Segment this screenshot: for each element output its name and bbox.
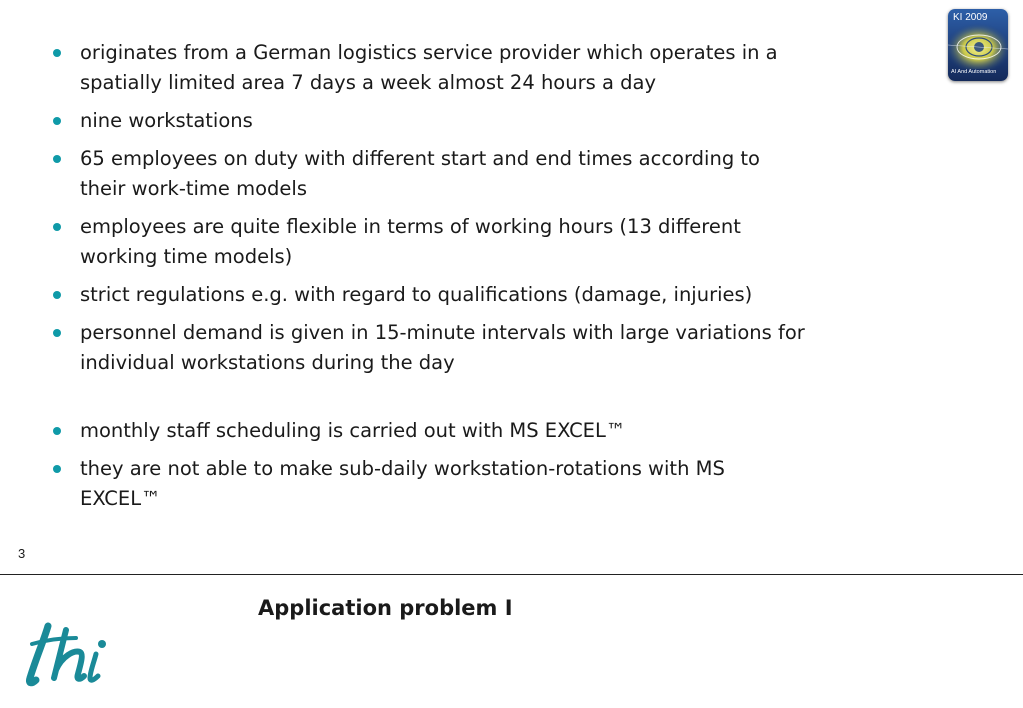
bullet-list [49, 38, 809, 522]
bullet-item [49, 212, 809, 272]
ki2009-badge-logo [948, 9, 1008, 81]
bullet-text: strict regulations e.g. with regard to qualifications (damage, injuries) [80, 283, 753, 306]
bullet-item [49, 280, 809, 310]
badge-subtitle: AI And Automation [951, 69, 997, 75]
bullet-text: they are not able to make sub-daily workstation-rotations with MS EXCEL™ [80, 457, 725, 510]
bullet-text: personnel demand is given in 15-minute intervals with large variations for individual workstations during the day [80, 321, 805, 374]
bullet-text: employees are quite flexible in terms of working hours (13 different working time models) [80, 215, 741, 268]
bullet-item [49, 318, 809, 378]
tu-university-logo-icon [18, 618, 118, 690]
slide-title: Application problem I [258, 596, 513, 620]
bullet-text: nine workstations [80, 109, 253, 132]
bullet-item [49, 106, 809, 136]
bullet-item [49, 38, 809, 98]
bullet-dot-icon [53, 329, 61, 337]
page-number: 3 [18, 546, 26, 561]
bullet-text: 65 employees on duty with different start and end times according to their work-time models [80, 147, 760, 200]
bullet-dot-icon [53, 155, 61, 163]
bullet-dot-icon [53, 117, 61, 125]
bullet-text: monthly staff scheduling is carried out with MS EXCEL™ [80, 419, 626, 442]
bullet-item [49, 416, 809, 446]
bullet-dot-icon [53, 291, 61, 299]
badge-year-label: KI 2009 [953, 12, 988, 23]
bullet-dot-icon [53, 49, 61, 57]
bullet-dot-icon [53, 465, 61, 473]
footer-divider [0, 574, 1023, 575]
badge-eye-graphic-icon [948, 23, 1008, 69]
bullet-item [49, 454, 809, 514]
bullet-text: originates from a German logistics service provider which operates in a spatially limited area 7 days a week almost 24 hours a day [80, 41, 778, 94]
bullet-item [49, 144, 809, 204]
bullet-dot-icon [53, 223, 61, 231]
bullet-dot-icon [53, 427, 61, 435]
